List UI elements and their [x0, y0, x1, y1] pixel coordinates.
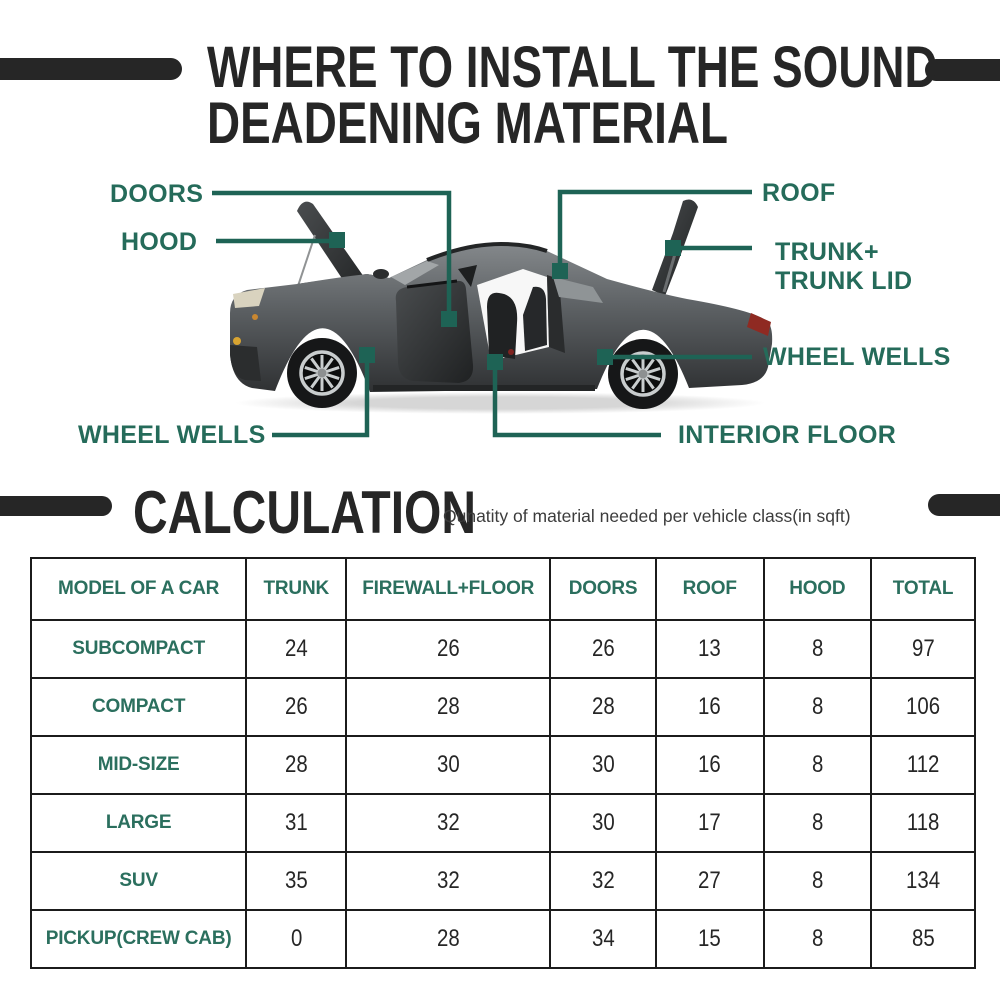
label-wheel-wells-right: WHEEL WELLS: [763, 343, 951, 371]
table-row: [31, 852, 975, 910]
table-cell-model: LARGE: [31, 794, 246, 852]
table-cell: 24: [246, 620, 346, 678]
table-cell: 8: [764, 736, 872, 794]
doors-leader: [212, 193, 449, 311]
table-cell: 8: [764, 852, 872, 910]
table-cell: 31: [246, 794, 346, 852]
table-cell: 32: [346, 852, 550, 910]
interior-floor-marker: [487, 354, 503, 370]
table-cell: 8: [764, 794, 872, 852]
table-cell: 13: [656, 620, 764, 678]
column-header: DOORS: [550, 558, 656, 620]
calculation-heading: CALCULATION: [133, 479, 477, 546]
decor-bar-calc-left: [0, 496, 112, 516]
table-cell: 28: [550, 678, 656, 736]
table-cell: 30: [346, 736, 550, 794]
table-cell: 97: [871, 620, 975, 678]
table-cell: 8: [764, 910, 872, 968]
page-title-line2: DEADENING MATERIAL: [207, 91, 728, 156]
label-trunk-line2: TRUNK LID: [775, 267, 913, 295]
interior-floor-leader: [495, 369, 661, 435]
table-cell: 8: [764, 678, 872, 736]
table-row: [31, 794, 975, 852]
table-row: [31, 910, 975, 968]
wheel-wells-left-marker: [359, 347, 375, 363]
wheel-wells-left-leader: [272, 362, 367, 435]
table-cell: 30: [550, 736, 656, 794]
table-cell: 134: [871, 852, 975, 910]
table-row: [31, 678, 975, 736]
table-cell: 106: [871, 678, 975, 736]
label-roof: ROOF: [762, 179, 836, 207]
decor-bar-calc-right: [928, 494, 1000, 516]
table-cell: 32: [346, 794, 550, 852]
page-title-line1: WHERE TO INSTALL THE SOUND: [207, 35, 938, 100]
hood-marker: [329, 232, 345, 248]
doors-marker: [441, 311, 457, 327]
column-header: MODEL OF A CAR: [31, 558, 246, 620]
table-cell: 26: [346, 620, 550, 678]
table-cell-model: SUBCOMPACT: [31, 620, 246, 678]
column-header: HOOD: [764, 558, 872, 620]
column-header: TOTAL: [871, 558, 975, 620]
table-cell-model: MID-SIZE: [31, 736, 246, 794]
table-cell: 34: [550, 910, 656, 968]
label-trunk-line1: TRUNK+: [775, 238, 879, 266]
calculation-table: [30, 557, 976, 969]
page-title: [207, 35, 938, 156]
table-cell: 26: [246, 678, 346, 736]
table-cell-model: SUV: [31, 852, 246, 910]
table-header-row: [31, 558, 975, 620]
table-cell: 118: [871, 794, 975, 852]
column-header: FIREWALL+FLOOR: [346, 558, 550, 620]
table-cell-model: PICKUP(CREW CAB): [31, 910, 246, 968]
label-doors: DOORS: [110, 180, 204, 208]
table-cell: 85: [871, 910, 975, 968]
table-cell: 15: [656, 910, 764, 968]
table-cell: 17: [656, 794, 764, 852]
roof-leader: [560, 192, 752, 263]
label-wheel-wells-left: WHEEL WELLS: [78, 421, 266, 449]
column-header: TRUNK: [246, 558, 346, 620]
table-cell: 32: [550, 852, 656, 910]
label-trunk: [775, 238, 912, 296]
table-cell: 16: [656, 736, 764, 794]
table-cell: 26: [550, 620, 656, 678]
table-cell: 35: [246, 852, 346, 910]
decor-bar-top-left: [0, 58, 182, 80]
trunk-marker: [665, 240, 681, 256]
table-cell: 112: [871, 736, 975, 794]
table-cell: 0: [246, 910, 346, 968]
roof-marker: [552, 263, 568, 279]
label-interior-floor: INTERIOR FLOOR: [678, 421, 897, 449]
calculation-subtitle: Qunatity of material needed per vehicle class(in sqft): [443, 506, 851, 526]
table-row: [31, 736, 975, 794]
table-cell: 27: [656, 852, 764, 910]
table-cell: 30: [550, 794, 656, 852]
wheel-wells-right-marker: [597, 349, 613, 365]
column-header: ROOF: [656, 558, 764, 620]
table-cell: 28: [346, 910, 550, 968]
label-hood: HOOD: [121, 228, 198, 256]
table-cell: 28: [346, 678, 550, 736]
table-row: [31, 620, 975, 678]
table-cell-model: COMPACT: [31, 678, 246, 736]
table-cell: 16: [656, 678, 764, 736]
table-cell: 28: [246, 736, 346, 794]
table-cell: 8: [764, 620, 872, 678]
